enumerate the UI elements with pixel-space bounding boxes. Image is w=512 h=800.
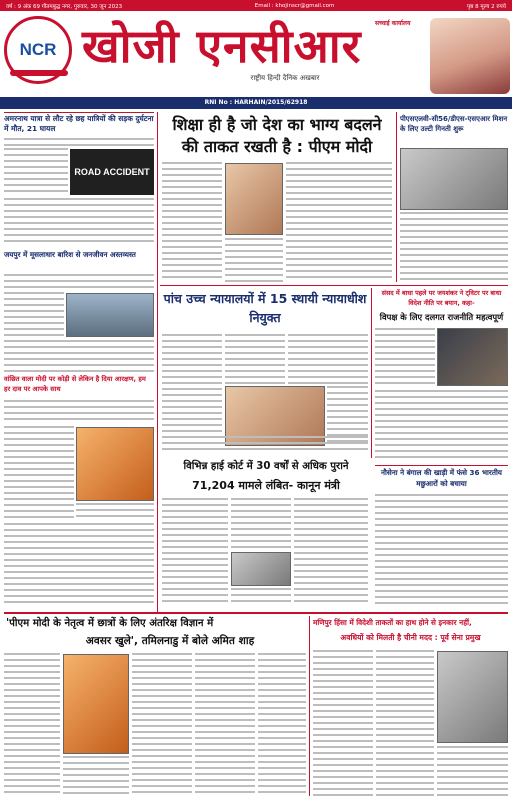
reservation-headline[interactable]: वांछित वाला मोदी पर कोड़ी से लेकिन है दिया आरक्षण, हम हर दाव पर आपके साथ: [4, 375, 146, 393]
amit-shah-photo: [63, 654, 129, 754]
shah-headline-line2[interactable]: अवसर खुले', तमिलनाडु में बोले अमित शाह: [85, 635, 255, 647]
left-text-2: [4, 148, 68, 196]
court-photo: [231, 552, 291, 586]
reservation-text-4: [4, 523, 154, 607]
court-text-3: [231, 588, 291, 606]
navy-text: [375, 494, 508, 606]
left-top-rule: [4, 112, 154, 113]
navy-rule: [375, 465, 508, 466]
shah-text-1: [4, 653, 60, 797]
left-text-3: [4, 198, 154, 246]
manipur-headline-line2[interactable]: अवधियों को मिलती है चीनी मदद : पूर्व सेना प्रमुख: [340, 633, 481, 642]
reservation-text-1: [4, 400, 154, 424]
modi-photo: [225, 163, 283, 235]
lead-text-3: [286, 162, 392, 282]
rni-bar: RNI No : HARHAIN/2015/62918: [0, 97, 512, 109]
jaishankar-text-2: [375, 390, 508, 462]
left-text-1: [4, 138, 154, 146]
jaipur-text-3: [4, 340, 154, 372]
judges-text-1: [162, 334, 222, 434]
army-chief-photo: [437, 651, 508, 743]
pslv-text: [400, 212, 508, 282]
lead-headline-line2[interactable]: की ताकत रखती है : पीएम मोदी: [181, 137, 373, 156]
shah-headline-line1[interactable]: 'पीएम मोदी के नेतृत्व में छात्रों के लिए अंतरिक्ष विज्ञान में: [6, 618, 214, 629]
jaishankar-kicker[interactable]: संसद में बाधा पहले पर जयशंकर ने ट्विटर पर बाधा विदेश नीति पर बयान, कहा-: [381, 289, 502, 307]
shah-text-5: [258, 653, 306, 797]
top-info-bar: [0, 0, 512, 11]
jaipur-text-1: [4, 274, 154, 290]
newspaper-subtitle: राष्ट्रीय हिन्दी दैनिक अखबार: [250, 74, 320, 82]
jaipur-rain-photo: [66, 293, 154, 337]
shah-text-3: [132, 653, 192, 797]
newspaper-title: खोजी एनसीआर: [82, 19, 362, 73]
rocket-launch-photo: [400, 148, 508, 210]
judges-headline[interactable]: पांच उच्च न्यायालयों में 15 स्थायी न्यायाधीश नियुक्त: [163, 291, 367, 325]
jaipur-headline[interactable]: जयपुर में मूसलाधार बारिश से जनजीवन अस्तव्यस्त: [4, 250, 136, 259]
bottom-rule: [4, 612, 508, 614]
masthead-model-photo: [430, 18, 510, 94]
court-headline-line1[interactable]: विभिन्न हाई कोर्ट में 30 वर्षों से अधिक पुराने: [183, 461, 349, 472]
judges-text-3: [288, 334, 368, 384]
reservation-text-2: [4, 426, 74, 521]
lead-text-2: [225, 238, 283, 282]
jaishankar-text-1: [375, 328, 435, 388]
road-accident-label: ROAD ACCIDENT: [74, 167, 150, 177]
court-text-4: [294, 498, 368, 606]
mid-rule: [160, 285, 508, 286]
pslv-headline[interactable]: पीएसएलवी-सी56/डीएस-एसएआर मिशन के लिए उल्टी गिनती शुरू: [400, 115, 508, 133]
court-text-2: [231, 498, 291, 550]
price-info: पृष्ठ 8 मूल्य 2 रुपये: [467, 3, 506, 10]
shah-text-4: [195, 653, 255, 797]
lead-headline-line1[interactable]: शिक्षा ही है जो देश का भाग्य बदलने: [172, 115, 382, 134]
judges-text-2: [225, 334, 285, 384]
manipur-text-2: [376, 650, 434, 796]
bottom-divider: [309, 616, 310, 796]
manipur-headline-line1[interactable]: मणिपुर हिंसा में विदेशी ताकतों का हाथ होने से इनकार नहीं,: [313, 618, 472, 627]
lead-divider: [396, 112, 397, 282]
left-column-divider: [157, 112, 158, 612]
logo-text: NCR: [19, 40, 57, 59]
issue-info: वर्ष : 9 अंक 69 गौतमबुद्ध नगर, गुरुवार, 30 जून 2023: [6, 3, 123, 10]
jaishankar-photo: [437, 328, 508, 386]
logo-swoosh-icon: [10, 70, 68, 76]
manipur-text-3: [437, 746, 508, 796]
navy-headline[interactable]: नौसेना ने बंगाल की खाड़ी में फंसे 36 भारतीय मछुआरों को बचाया: [381, 468, 502, 488]
shah-text-2: [63, 756, 129, 797]
road-accident-photo: [70, 149, 154, 195]
yogi-photo: [76, 427, 154, 501]
court-text-1: [162, 498, 228, 606]
left-headline[interactable]: अमरनाथ यात्रा से लौट रहे छह यात्रियों की सड़क दुर्घटना में मौत, 21 घायल: [4, 114, 154, 133]
court-headline-line2[interactable]: 71,204 मामले लंबित- कानून मंत्री: [192, 479, 340, 492]
judges-text-5: [162, 436, 368, 452]
manipur-text-1: [313, 650, 373, 796]
email[interactable]: Email : khojinscr@gmail.com: [254, 2, 335, 9]
reservation-text-3: [76, 503, 154, 521]
lead-text-1: [162, 162, 222, 282]
masthead-tagline: सच्चाई कार्यालय: [375, 20, 411, 27]
mid-divider: [371, 288, 372, 458]
jaipur-text-2: [4, 292, 64, 338]
jaishankar-headline[interactable]: विपक्ष के लिए दलगत राजनीति महत्वपूर्ण: [379, 312, 504, 322]
